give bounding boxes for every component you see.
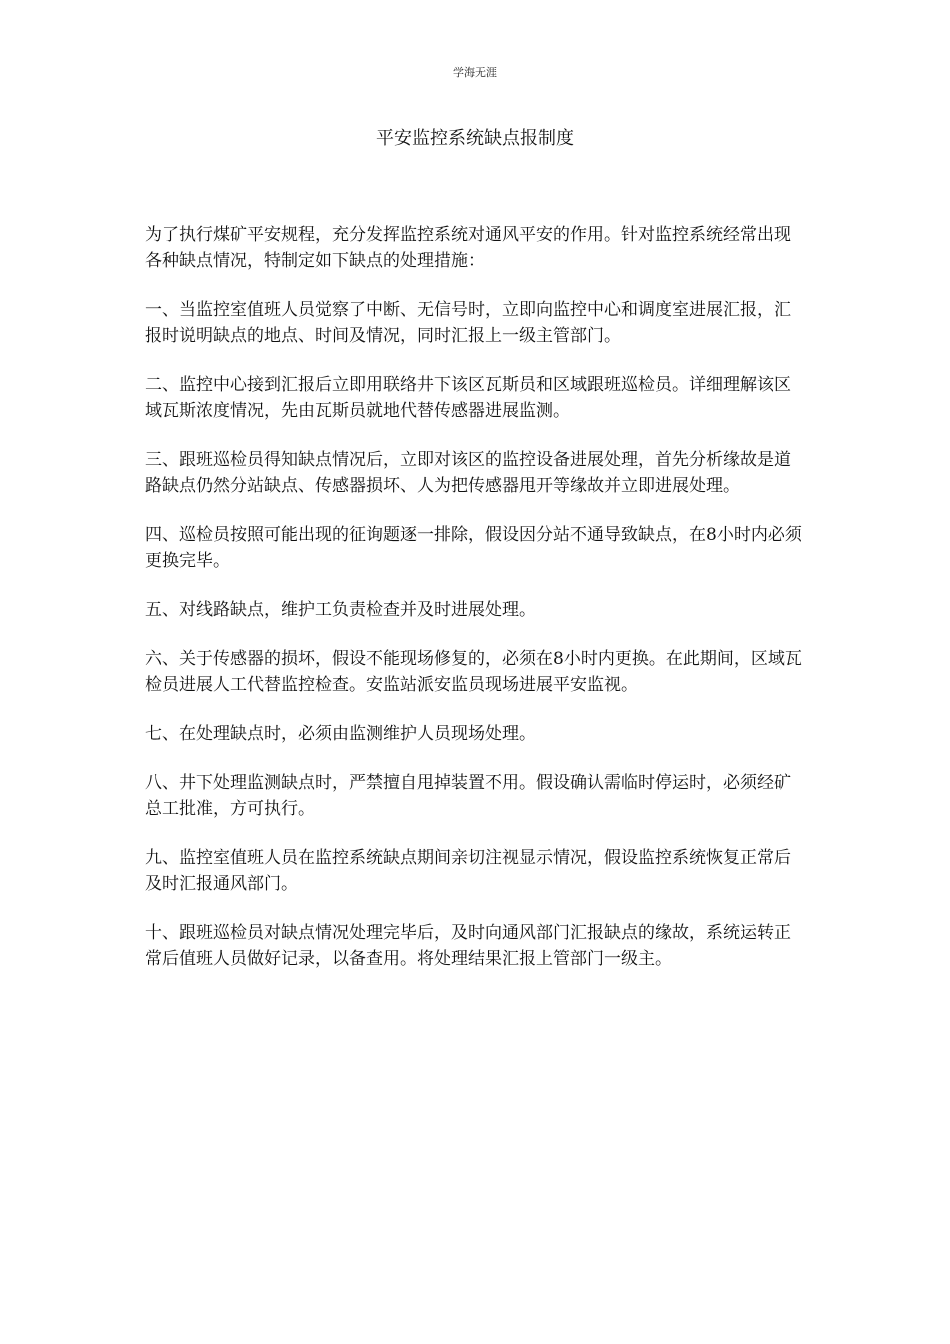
paragraph-7: 七、在处理缺点时，必须由监测维护人员现场处理。 bbox=[145, 724, 536, 744]
page-header: 学海无涯 bbox=[453, 66, 497, 79]
paragraph-4: 四、巡检员按照可能出现的征询题逐一排除，假设因分站不通导致缺点，在8小时内必须更换完毕。 bbox=[145, 525, 802, 571]
paragraph-intro: 为了执行煤矿平安规程，充分发挥监控系统对通风平安的作用。针对监控系统经常出现各种缺点情况，特制定如下缺点的处理措施： bbox=[145, 225, 791, 271]
paragraph-5: 五、对线路缺点，维护工负责检查并及时进展处理。 bbox=[145, 600, 536, 620]
paragraph-8: 八、井下处理监测缺点时，严禁擅自甩掉装置不用。假设确认需临时停运时，必须经矿总工批准，方可执行。 bbox=[145, 773, 791, 819]
paragraph-2: 二、监控中心接到汇报后立即用联络井下该区瓦斯员和区域跟班巡检员。详细理解该区域瓦斯浓度情况，先由瓦斯员就地代替传感器进展监测。 bbox=[145, 375, 791, 421]
paragraph-10: 十、跟班巡检员对缺点情况处理完毕后，及时向通风部门汇报缺点的缘故，系统运转正常后值班人员做好记录，以备查用。将处理结果汇报上管部门一级主。 bbox=[145, 923, 791, 969]
paragraph-6: 六、关于传感器的损坏，假设不能现场修复的，必须在8小时内更换。在此期间，区域瓦检员进展人工代替监控检查。安监站派安监员现场进展平安监视。 bbox=[145, 649, 802, 695]
document-title: 平安监控系统缺点报制度 bbox=[376, 128, 574, 149]
paragraph-1: 一、当监控室值班人员觉察了中断、无信号时，立即向监控中心和调度室进展汇报，汇报时说明缺点的地点、时间及情况，同时汇报上一级主管部门。 bbox=[145, 300, 791, 346]
paragraph-9: 九、监控室值班人员在监控系统缺点期间亲切注视显示情况，假设监控系统恢复正常后及时汇报通风部门。 bbox=[145, 848, 791, 894]
paragraph-3: 三、跟班巡检员得知缺点情况后，立即对该区的监控设备进展处理，首先分析缘故是道路缺点仍然分站缺点、传感器损坏、人为把传感器甩开等缘故并立即进展处理。 bbox=[145, 450, 791, 496]
document-body bbox=[145, 222, 805, 995]
